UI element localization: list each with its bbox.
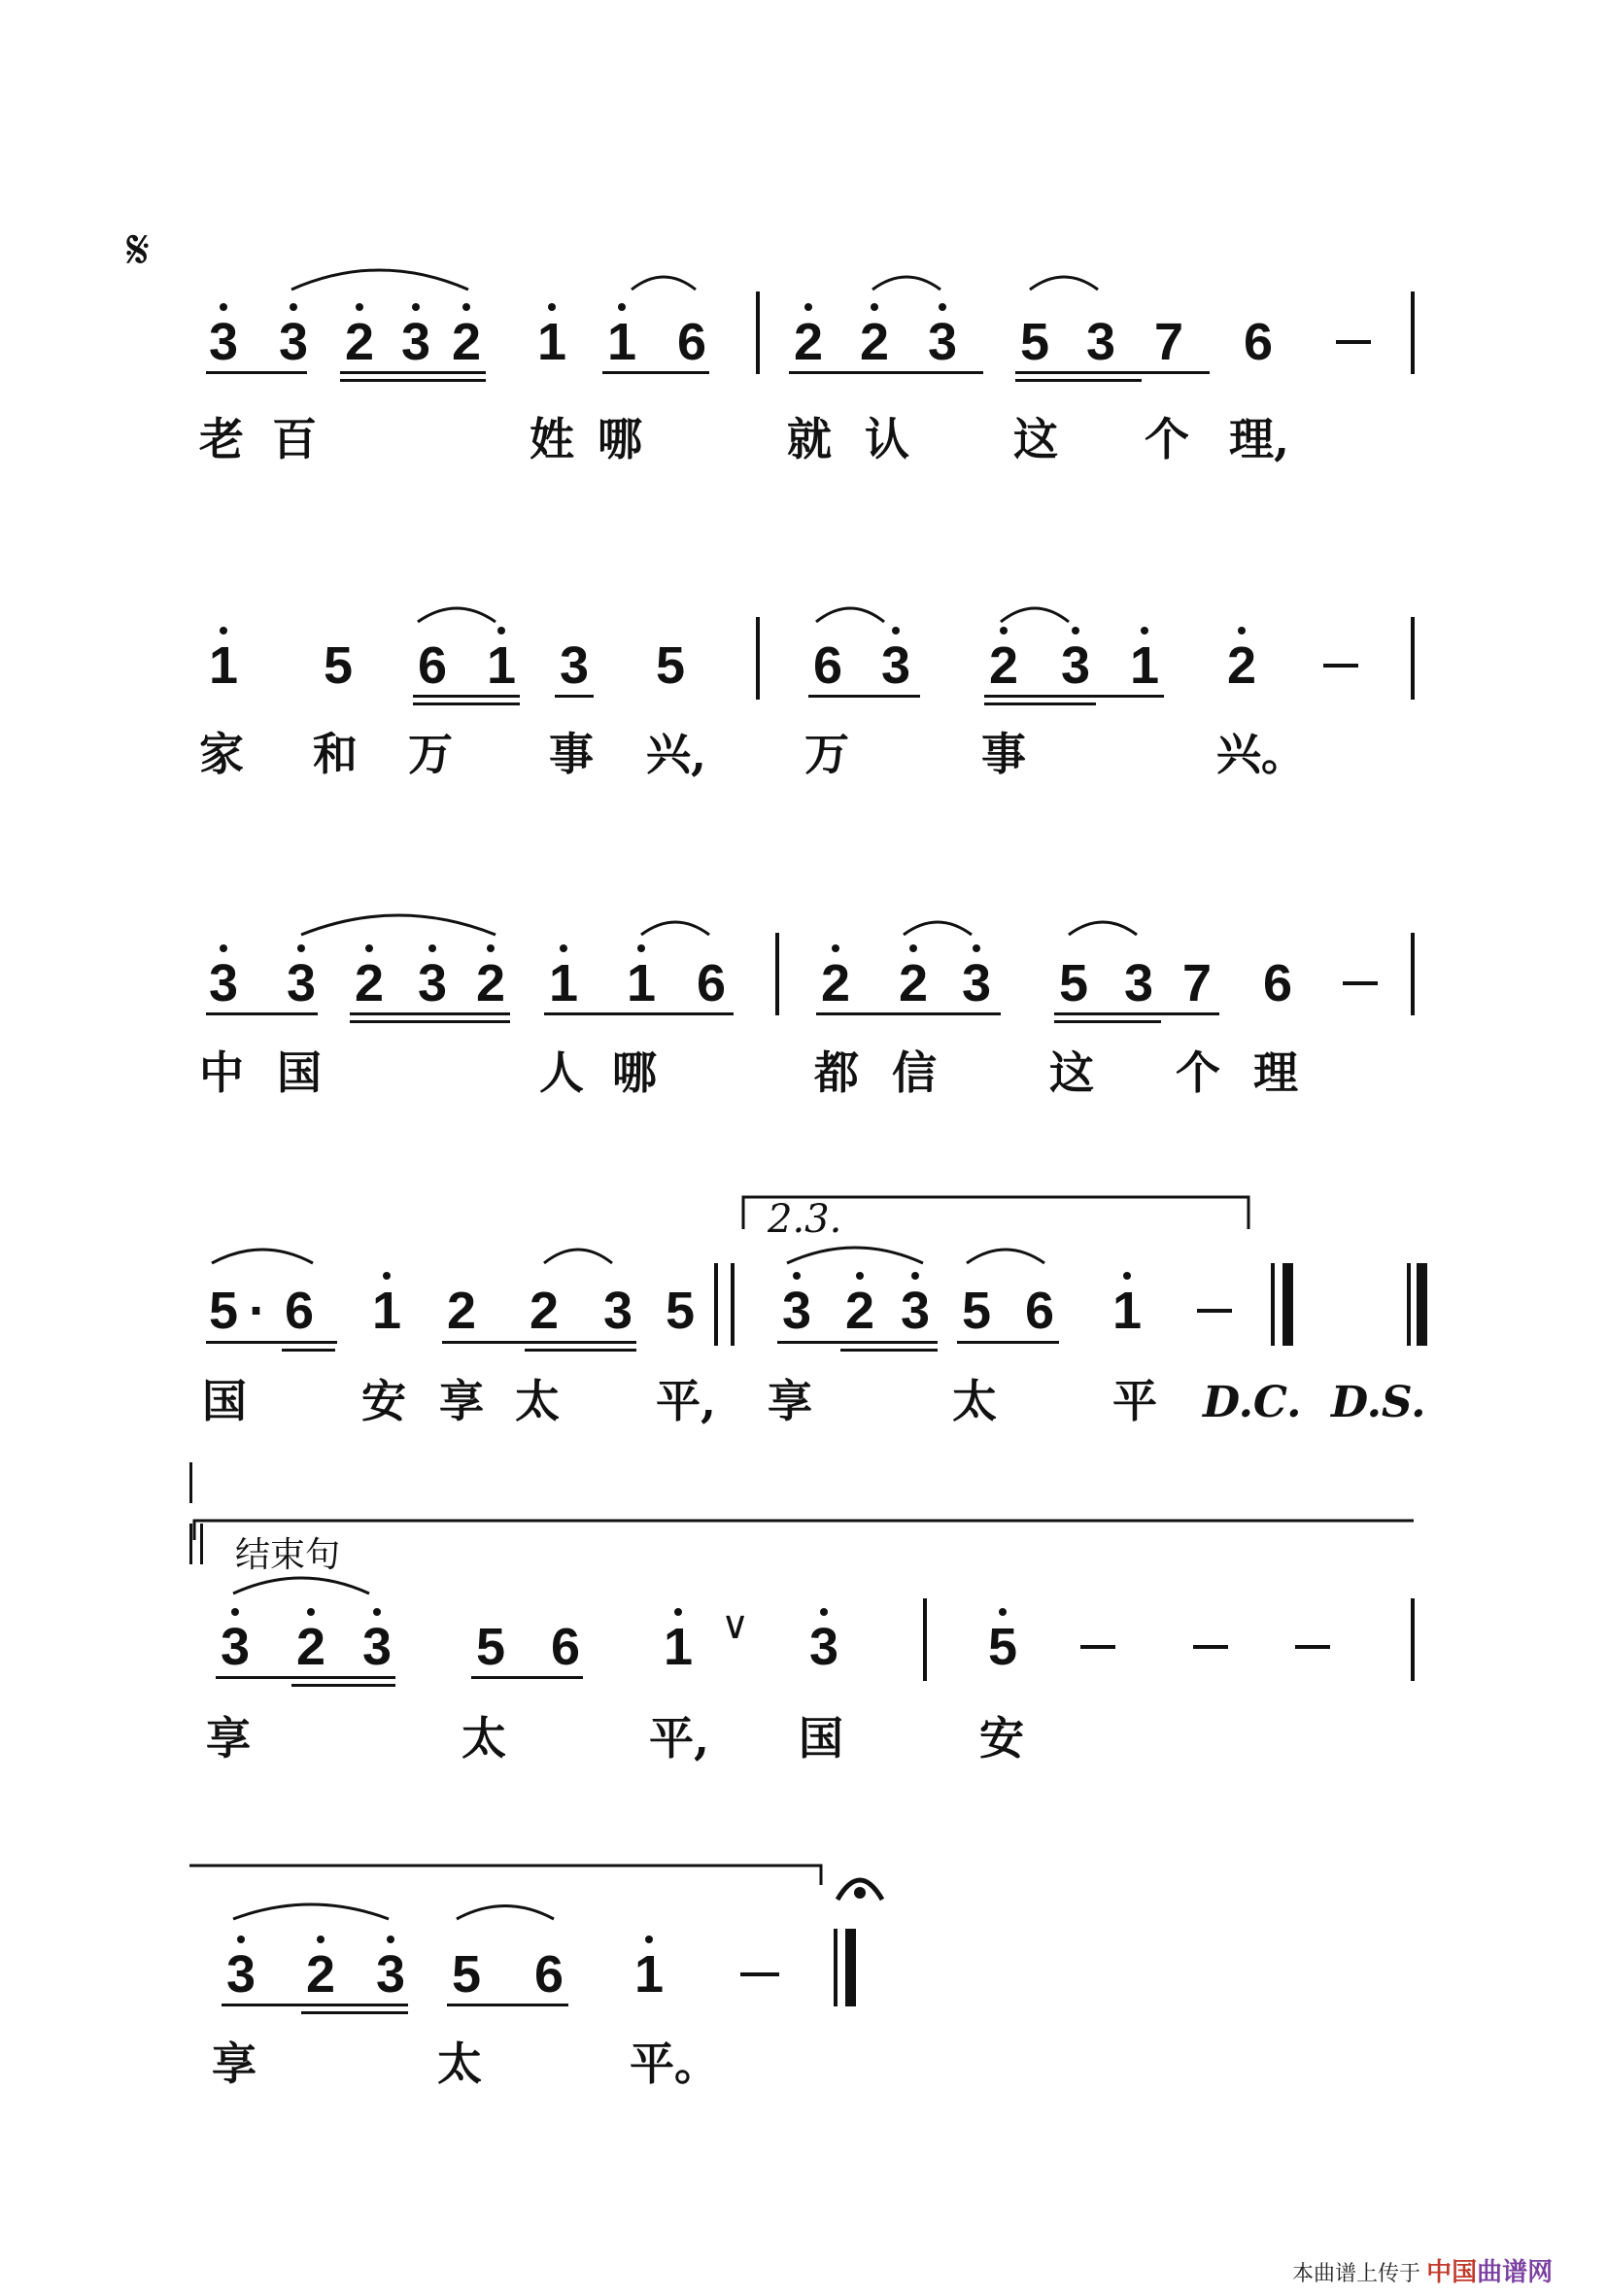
note: 6 xyxy=(696,954,727,1012)
ending-label: 结束句 xyxy=(235,1534,341,1574)
note: 5 xyxy=(987,1618,1018,1676)
note: 3 xyxy=(927,313,958,371)
fermata-dot xyxy=(854,1887,866,1899)
lyric: 理, xyxy=(1229,413,1290,465)
note: 5 xyxy=(1058,954,1089,1012)
fermata-icon xyxy=(0,0,1,1)
note: 6 xyxy=(417,636,448,695)
note: 1 xyxy=(536,313,567,371)
dc-marking: D.C. xyxy=(1203,1378,1302,1427)
lyric: 太 xyxy=(952,1375,997,1427)
lyric: 这 xyxy=(1013,413,1058,465)
lyric: 平, xyxy=(649,1712,710,1765)
brand-logo-b: 曲谱网 xyxy=(1477,2258,1554,2287)
note: 3 xyxy=(559,636,590,695)
lyric: 认 xyxy=(865,413,909,465)
note: 1 xyxy=(626,954,657,1012)
footer-text: 本曲谱上传于 xyxy=(1292,2261,1421,2285)
slur xyxy=(291,270,468,290)
note: 3 xyxy=(808,1618,839,1676)
brand-logo-a: 中国 xyxy=(1426,2258,1478,2287)
lyric: 都 xyxy=(814,1046,859,1099)
note: 3 xyxy=(278,313,309,371)
note: 6 xyxy=(550,1618,581,1676)
note: 3 xyxy=(286,954,317,1012)
note: · xyxy=(249,1282,266,1340)
slur xyxy=(1030,277,1098,290)
lyric: 万 xyxy=(408,728,453,780)
note: 5 xyxy=(451,1945,482,2004)
lyric: 个 xyxy=(1145,413,1189,465)
note: 3 xyxy=(417,954,448,1012)
slur xyxy=(787,1248,923,1263)
note: 3 xyxy=(208,313,239,371)
note: 3 xyxy=(208,954,239,1012)
segno-icon: 𝄋 xyxy=(126,219,151,282)
slur xyxy=(233,1904,389,1919)
note: 2 xyxy=(354,954,385,1012)
note: 5 xyxy=(475,1618,506,1676)
lyric: 和 xyxy=(313,728,358,780)
note: 6 xyxy=(812,636,843,695)
lyric: 这 xyxy=(1049,1046,1094,1099)
lyric: 事 xyxy=(549,728,594,780)
lyric: 万 xyxy=(804,728,849,780)
lyric: 安 xyxy=(979,1712,1024,1765)
lyric: 哪 xyxy=(598,413,642,465)
note: 3 xyxy=(225,1945,256,2004)
note: 6 xyxy=(533,1945,564,2004)
note: 5 xyxy=(1019,313,1050,371)
note: 5 xyxy=(208,1282,239,1340)
note: 2 xyxy=(898,954,929,1012)
lyric: 人 xyxy=(539,1046,584,1099)
note: 5 xyxy=(665,1282,696,1340)
note: 3 xyxy=(781,1282,812,1340)
lyric: 太 xyxy=(515,1375,560,1427)
volta-label: 2.3. xyxy=(768,1197,842,1242)
note: 2 xyxy=(820,954,851,1012)
slur xyxy=(904,922,972,935)
lyric: 国 xyxy=(277,1046,322,1099)
lyric: 就 xyxy=(787,413,832,465)
note: 1 xyxy=(606,313,637,371)
note: 1 xyxy=(663,1618,694,1676)
slur xyxy=(233,1578,369,1593)
note: 3 xyxy=(900,1282,931,1340)
lyric: 国 xyxy=(202,1375,247,1427)
slur xyxy=(816,608,884,622)
slur xyxy=(1069,922,1137,935)
slur xyxy=(544,1250,612,1263)
ds-marking: D.S. xyxy=(1331,1378,1426,1427)
slur xyxy=(457,1906,554,1920)
note: 2 xyxy=(451,313,482,371)
note: 5 xyxy=(323,636,354,695)
slur xyxy=(301,915,496,935)
lyric: 平, xyxy=(656,1375,717,1427)
lyric: 平。 xyxy=(630,2038,719,2090)
lyric: 兴。 xyxy=(1216,728,1306,780)
note: 3 xyxy=(880,636,911,695)
note: 2 xyxy=(844,1282,875,1340)
note: 2 xyxy=(859,313,890,371)
lyric: 理 xyxy=(1253,1046,1298,1099)
note: 6 xyxy=(1262,954,1293,1012)
lyric: 安 xyxy=(361,1375,406,1427)
note: 2 xyxy=(344,313,375,371)
lyric: 享 xyxy=(206,1712,251,1765)
note: 2 xyxy=(295,1618,326,1676)
note: 3 xyxy=(1123,954,1154,1012)
note: 1 xyxy=(1111,1282,1143,1340)
note: 3 xyxy=(220,1618,251,1676)
slur xyxy=(872,277,940,290)
note: 2 xyxy=(1226,636,1257,695)
note: 6 xyxy=(284,1282,315,1340)
lyric: 享 xyxy=(768,1375,812,1427)
note: 2 xyxy=(305,1945,336,2004)
lyric: 姓 xyxy=(530,413,574,465)
note: 1 xyxy=(371,1282,402,1340)
ending-bracket xyxy=(194,1521,1414,1540)
breath-mark-icon: ∨ xyxy=(721,1603,750,1648)
note: 1 xyxy=(208,636,239,695)
lyric: 信 xyxy=(892,1046,937,1099)
note: 7 xyxy=(1181,954,1213,1012)
slur xyxy=(212,1250,313,1263)
lyric: 家 xyxy=(199,728,244,780)
note: 7 xyxy=(1153,313,1184,371)
slur xyxy=(632,277,696,290)
note: 3 xyxy=(361,1618,393,1676)
note: 6 xyxy=(1243,313,1274,371)
note: 6 xyxy=(676,313,707,371)
lyric: 太 xyxy=(462,1712,506,1765)
note: 2 xyxy=(793,313,824,371)
slur xyxy=(1001,608,1069,622)
lyric: 平 xyxy=(1112,1375,1157,1427)
note: 3 xyxy=(1060,636,1091,695)
note: 3 xyxy=(1085,313,1116,371)
footer-watermark xyxy=(1292,2252,1553,2288)
note: 1 xyxy=(1129,636,1160,695)
lyric: 国 xyxy=(799,1712,843,1765)
ending-bracket-close xyxy=(189,1866,821,1885)
lyric: 事 xyxy=(981,728,1026,780)
lyric: 百 xyxy=(272,413,317,465)
note: 3 xyxy=(602,1282,633,1340)
note: 3 xyxy=(400,313,431,371)
slur xyxy=(967,1250,1044,1263)
lyric: 兴, xyxy=(646,728,707,780)
note: 3 xyxy=(375,1945,406,2004)
lyric: 太 xyxy=(437,2038,482,2090)
note: 2 xyxy=(529,1282,560,1340)
note: 2 xyxy=(475,954,506,1012)
note: 5 xyxy=(961,1282,992,1340)
note: 2 xyxy=(988,636,1019,695)
note: 5 xyxy=(655,636,686,695)
lyric: 享 xyxy=(212,2038,256,2090)
note: 2 xyxy=(446,1282,477,1340)
slur xyxy=(418,608,496,622)
lyric: 中 xyxy=(199,1046,244,1099)
slur xyxy=(641,922,709,935)
lyric: 享 xyxy=(439,1375,484,1427)
lyric: 哪 xyxy=(612,1046,657,1099)
note: 1 xyxy=(633,1945,665,2004)
note: 1 xyxy=(486,636,517,695)
lyric: 个 xyxy=(1176,1046,1220,1099)
note: 6 xyxy=(1024,1282,1055,1340)
note: 1 xyxy=(548,954,579,1012)
note: 3 xyxy=(961,954,992,1012)
lyric: 老 xyxy=(199,413,244,465)
